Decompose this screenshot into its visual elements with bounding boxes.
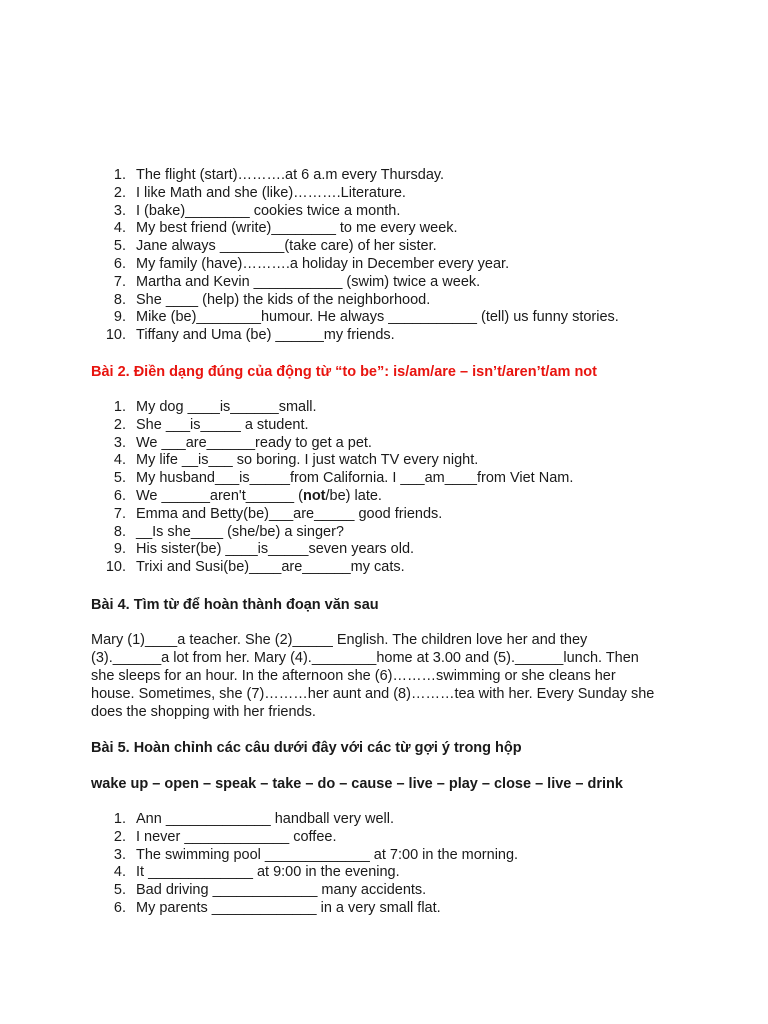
list-text <box>136 256 509 274</box>
item-text: Tiffany and Uma (be) ______my friends. <box>136 327 395 344</box>
list-text <box>136 559 405 577</box>
item-text: Trixi and Susi(be)____are______my cats. <box>136 559 405 576</box>
list-text <box>136 847 518 865</box>
item-text: Emma and Betty(be)___are_____ good friends. <box>136 505 443 522</box>
list-number: 3. <box>113 434 126 451</box>
list-number: 3. <box>113 202 126 219</box>
list-number: 6. <box>113 487 126 504</box>
list-number: 5. <box>113 882 126 899</box>
item-text: __Is she____ (she/be) a singer? <box>136 523 344 540</box>
list-number: 8. <box>113 291 126 308</box>
item-text-tail: /be) late. <box>325 487 382 504</box>
item-text: Mike (be)________humour. He always ___________ (tell) us funny stories. <box>136 309 619 326</box>
item-text: My husband___is_____from California. I ___am____from Viet Nam. <box>136 470 574 487</box>
item-text: My best friend (write)________ to me every week. <box>136 220 458 237</box>
item-text: I (bake)________ cookies twice a month. <box>136 202 401 219</box>
list-text <box>136 882 426 900</box>
list-text <box>136 220 458 238</box>
list-number: 9. <box>113 541 126 558</box>
item-text: Jane always ________(take care) of her sister. <box>136 238 437 255</box>
list-text <box>136 452 478 470</box>
item-text: The swimming pool _____________ at 7:00 in the morning. <box>136 846 519 863</box>
list-text <box>136 274 480 292</box>
list-number: 1. <box>113 811 126 827</box>
list-text <box>136 488 382 506</box>
item-text: Martha and Kevin ___________ (swim) twice a week. <box>136 273 481 290</box>
list-number: 3. <box>113 846 126 863</box>
list-number: 4. <box>113 864 126 881</box>
bold-word: not <box>302 487 326 504</box>
list-number: 4. <box>113 220 126 237</box>
item-text: My dog ____is______small. <box>136 399 317 415</box>
list-text <box>136 470 573 488</box>
list-number: 5. <box>113 470 126 487</box>
list-number: 4. <box>113 452 126 469</box>
item-text: She ___is_____ a student. <box>136 416 309 433</box>
list-number: 2. <box>113 184 126 201</box>
list-number: 1. <box>113 399 126 415</box>
list-number: 10. <box>105 327 126 344</box>
list-text <box>136 203 400 221</box>
list-number: 2. <box>113 416 126 433</box>
bai5-word-box: wake up – open – speak – take – do – cause – live – play – close – live – drink <box>91 776 623 792</box>
item-text: My life __is___ so boring. I just watch TV every night. <box>136 452 479 469</box>
paragraph-line: house. Sometimes, she (7)………her aunt and (8)………tea with her. Every Sunday she <box>91 685 655 702</box>
list-text <box>136 417 309 435</box>
item-text: We ___are______ready to get a pet. <box>136 434 372 451</box>
list-text <box>136 292 430 310</box>
paragraph-line: does the shopping with her friends. <box>91 703 316 720</box>
list-text <box>136 811 394 829</box>
item-text: My family (have)……….a holiday in December every year. <box>136 255 510 272</box>
bai4-paragraph <box>91 632 691 722</box>
bai4-heading: Bài 4. Tìm từ để hoàn thành đoạn văn sau <box>91 597 379 613</box>
list-text <box>136 309 619 327</box>
list-text <box>136 399 317 417</box>
item-text: Bad driving _____________ many accidents. <box>136 882 427 899</box>
list-number: 8. <box>113 523 126 540</box>
list-text <box>136 185 406 203</box>
bai5-heading: Bài 5. Hoàn chỉnh các câu dưới đây với các từ gợi ý trong hộp <box>91 740 522 756</box>
list-text <box>136 506 442 524</box>
list-number: 7. <box>113 273 126 290</box>
list-text <box>136 541 414 559</box>
list-number: 9. <box>113 309 126 326</box>
list-number: 10. <box>105 559 126 576</box>
list-text <box>136 435 372 453</box>
list-text <box>136 524 344 542</box>
item-text: She ____ (help) the kids of the neighborhood. <box>136 291 431 308</box>
list-number: 6. <box>113 255 126 272</box>
list-text <box>136 900 441 918</box>
bai2-heading: Bài 2. Điền dạng đúng của động từ “to be”: is/am/are – isn’t/aren’t/am not <box>91 364 597 380</box>
list-text <box>136 167 444 185</box>
item-text: The flight (start)……….at 6 a.m every Thursday. <box>136 167 445 183</box>
list-text <box>136 327 395 345</box>
paragraph-line: Mary (1)____a teacher. She (2)_____ English. The children love her and they <box>91 632 588 648</box>
item-text: I never _____________ coffee. <box>136 828 337 845</box>
list-text <box>136 238 437 256</box>
item-text: We ______aren't______ ( <box>136 487 303 504</box>
item-text: It _____________ at 9:00 in the evening. <box>136 864 400 881</box>
item-text: My parents _____________ in a very small flat. <box>136 899 441 916</box>
list-number: 5. <box>113 238 126 255</box>
list-number: 7. <box>113 505 126 522</box>
paragraph-line: she sleeps for an hour. In the afternoon she (6)………swimming or she cleans her <box>91 667 616 684</box>
item-text: I like Math and she (like)……….Literature. <box>136 184 406 201</box>
list-number: 6. <box>113 899 126 916</box>
list-text <box>136 829 337 847</box>
paragraph-line: (3).______a lot from her. Mary (4).________home at 3.00 and (5).______lunch. Then <box>91 649 639 666</box>
list-number: 2. <box>113 828 126 845</box>
list-number: 1. <box>113 167 126 183</box>
list-text <box>136 864 400 882</box>
item-text: Ann _____________ handball very well. <box>136 811 394 827</box>
item-text: His sister(be) ____is_____seven years old. <box>136 541 415 558</box>
